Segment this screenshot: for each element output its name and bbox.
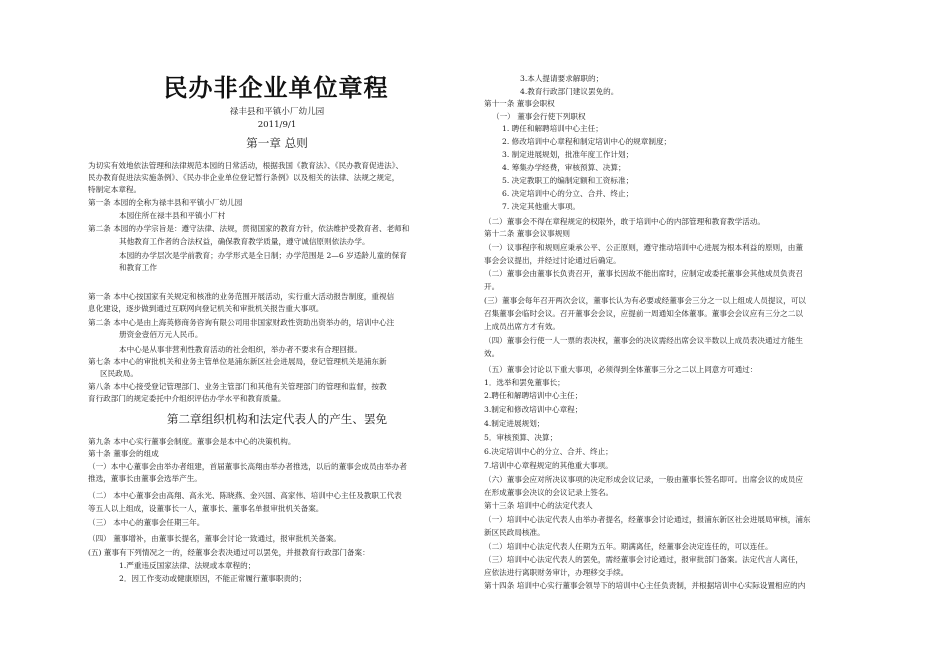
left-text-line: 和教育工作 [119,263,157,272]
right-text-line: 7.培训中心章程规定的其他重大事项。 [484,461,613,470]
left-text-line: 第一条 本园的全称为禄丰县和平镇小厂幼儿园 [88,198,243,207]
right-text-line: 7. 决定其他重大事项。 [502,202,581,211]
right-text-line: 5. 决定教职工的编制定额和工资标准； [502,176,634,185]
right-text-line: 4. 筹集办学经费，审核预算、决算； [502,163,626,172]
left-text-line: 民办教育促进法实施条例》、《民办非企业单位登记暂行条例》以及相关的法律、法规之规定， [88,173,400,182]
right-text-line: 4.制定进展规划； [484,419,545,428]
right-text-line: （六）董事会应对所决议事项的决定形成会议记录，一般由董事长签名即可。出席会议的成员应 [484,475,803,484]
right-text-line: 6.决定培训中心的分立、合并、终止； [484,447,613,456]
left-text-line: 第二条 本园的办学宗旨是：遵守法律、法规，贯彻国家的教育方针，依法维护受教育者、老师和 [88,224,410,233]
right-text-line: 效。 [484,349,500,358]
right-text-line: （二）董事会不得在章程规定的权限外，敢于培训中心的内部管理和教育教学活动。 [484,217,765,226]
left-text-line: 第一条 本中心按国家有关规定和核准的业务范围开展活动，实行重大活动报告制度，重视信 [88,292,395,301]
left-text-line: 第七条 本中心的审批机关和业务主管单位是浦东新区社会进展局，登记管理机关是浦东新 [88,357,387,366]
right-text-line: (三）董事会每年召开两次会议，董事长认为有必要或经董事会三分之一以上组成人员提议，可以 [484,296,806,305]
right-text-line: 2.聘任和解聘培训中心主任； [484,391,583,400]
organization-name: 禄丰县和平镇小厂幼儿园 [229,107,325,117]
chapter-2-heading: 第二章组织机构和法定代表人的产生、罢免 [166,412,388,426]
left-text-line: （一）本中心董事会由举办者组建，首届董事长高翔由举办者推选，以后的董事会成员由举办者 [88,462,407,471]
right-text-line: 6. 决定培训中心的分立、合并、终止； [502,189,634,198]
page-title: 民办非企业单位章程 [163,74,389,102]
right-text-line: 新区民政局核准。 [484,528,545,537]
left-text-line: 册资金壹佰万元人民币。 [119,330,203,339]
right-text-line: （二）董事会由董事长负责召开，董事长因故不能出席时，应制定或委托董事会其他成员负责召 [484,269,803,278]
left-text-line: （四） 董事增补，由董事长提名，董事会讨论一致通过，报审批机关备案。 [88,534,342,543]
left-text-line: 等五人以上组成，设董事长一人，董事长、董事名单报审批机关备案。 [88,504,324,513]
left-text-line: 本园住所在禄丰县和平镇小厂村 [119,211,226,220]
right-text-line: 第十一条 董事会职权 [484,99,555,108]
left-text-line: 本中心是从事非营利性教育活动的社会组织，举办者不要求有合理回报。 [119,345,362,354]
right-text-line: 上成员出席方才有效。 [484,322,560,331]
right-text-line: （二）培训中心法定代表人任期为五年。期满离任，经董事会决定连任的，可以连任。 [484,542,773,551]
left-text-line: 第九条 本中心实行董事会制度。董事会是本中心的决策机构。 [88,437,296,446]
left-text-line: 本园的办学层次是学前教育；办学形式是全日制；办学范围是 2—6 岁适龄儿童的保育 [119,251,407,260]
left-text-line: 育行政部门的规定委托中介组织评估办学水平和教育质量。 [88,394,286,403]
right-text-line: 事会会议提出，并经过讨论通过后确定。 [484,256,621,265]
right-text-line: （一）议事程序和规则应秉承公平、公正原则，遵守推动培训中心进展为根本利益的原则，由董 [484,243,803,252]
right-text-line: 3.本人提请要求解职的； [520,74,604,83]
right-text-line: 第十二条 董事会议事规则 [484,229,570,238]
left-text-line: 第十条 董事会的组成 [88,449,159,458]
left-text-line: 特制定本章程。 [88,185,142,194]
chapter-1-heading: 第一章 总则 [246,136,308,150]
left-text-line: 为切实有效地依法管理和法律规范本园的日常活动，根据我国《教育法》、《民办教育促进法》、 [88,161,404,170]
left-text-line: 推选，董事长由董事会选举产生。 [88,474,202,483]
right-text-line: （一）培训中心法定代表人由举办者提名，经董事会讨论通过，报浦东新区社会进展局审核，浦东 [484,515,811,524]
left-text-line: 1.严重违反国家法律、法规或本章程的； [119,561,256,570]
right-text-line: 2. 修改培训中心章程和制定培训中心的规章制度； [502,137,672,146]
right-text-line: 1. 聘任和解聘培训中心主任； [502,124,603,133]
left-text-line: 其他教育工作者的合法权益，确保教育教学质量，遵守诚信原则依法办学。 [119,237,370,246]
right-text-line: 4.教育行政部门建议罢免的。 [520,87,619,96]
right-text-line: （三）培训中心法定代表人的罢免，需经董事会讨论通过，报审批部门备案。法定代言人离任， [484,555,803,564]
right-text-line: （五）董事会讨论以下重大事项，必须得到全体董事三分之二以上同意方可通过： [484,365,758,374]
right-text-line: 3. 制定进展规划，批准年度工作计划； [502,150,634,159]
left-text-line: (五) 董事有下列情况之一的，经董事会表决通过可以罢免，并报教育行政部门备案： [88,548,370,557]
left-text-line: （二） 本中心董事会由高翔、高永光、陈晓燕、金兴国、高家伟、培训中心主任及教职工代表 [88,491,402,500]
right-text-line: 5．审核预算、决算； [484,433,558,442]
right-text-line: 开。 [484,282,500,291]
right-text-line: 应依法进行离职财务审计，办理移交手续。 [484,568,629,577]
left-text-line: 息化建设，逐步做到通过互联网向登记机关和审批机关报告重大事项。 [88,304,324,313]
document-date: 2011/9/1 [257,120,297,130]
left-text-line: （三） 本中心的董事会任期三年。 [88,518,205,527]
left-text-line: 第八条 本中心接受登记管理部门、业务主管部门和其他有关管理部门的管理和监督，按教 [88,382,387,391]
right-text-line: 第十三条 培训中心的法定代表人 [484,501,593,510]
right-text-line: 3.制定和修改培训中心章程； [484,405,583,414]
left-text-line: 第二条 本中心是由上海英修商务咨询有限公司用非国家财政性资助出资举办的，培训中心注 [88,318,395,327]
right-text-line: 第十四条 培训中心实行董事会领导下的培训中心主任负责制，并根据培训中心实际设置相应的内 [484,581,806,590]
right-text-line: 1．选举和罢免董事长； [484,378,565,387]
right-text-line: 召集董事会临时会议。召开董事会会议，应提前一周通知全体董事。董事会会议应有三分之二以 [484,309,803,318]
left-text-line: 2．因工作变动或健康原因，不能正常履行董事职责的； [119,574,307,583]
left-text-line: 区民政局。 [100,369,138,378]
right-text-line: （四）董事会行使一人一票的表决权，董事会的决议需经出席会议半数以上成员表决通过方能生 [484,336,803,345]
right-text-line: （一） 董事会行使下列职权 [492,112,586,121]
right-text-line: 在形成董事会决议的会议记录上签名。 [484,488,614,497]
